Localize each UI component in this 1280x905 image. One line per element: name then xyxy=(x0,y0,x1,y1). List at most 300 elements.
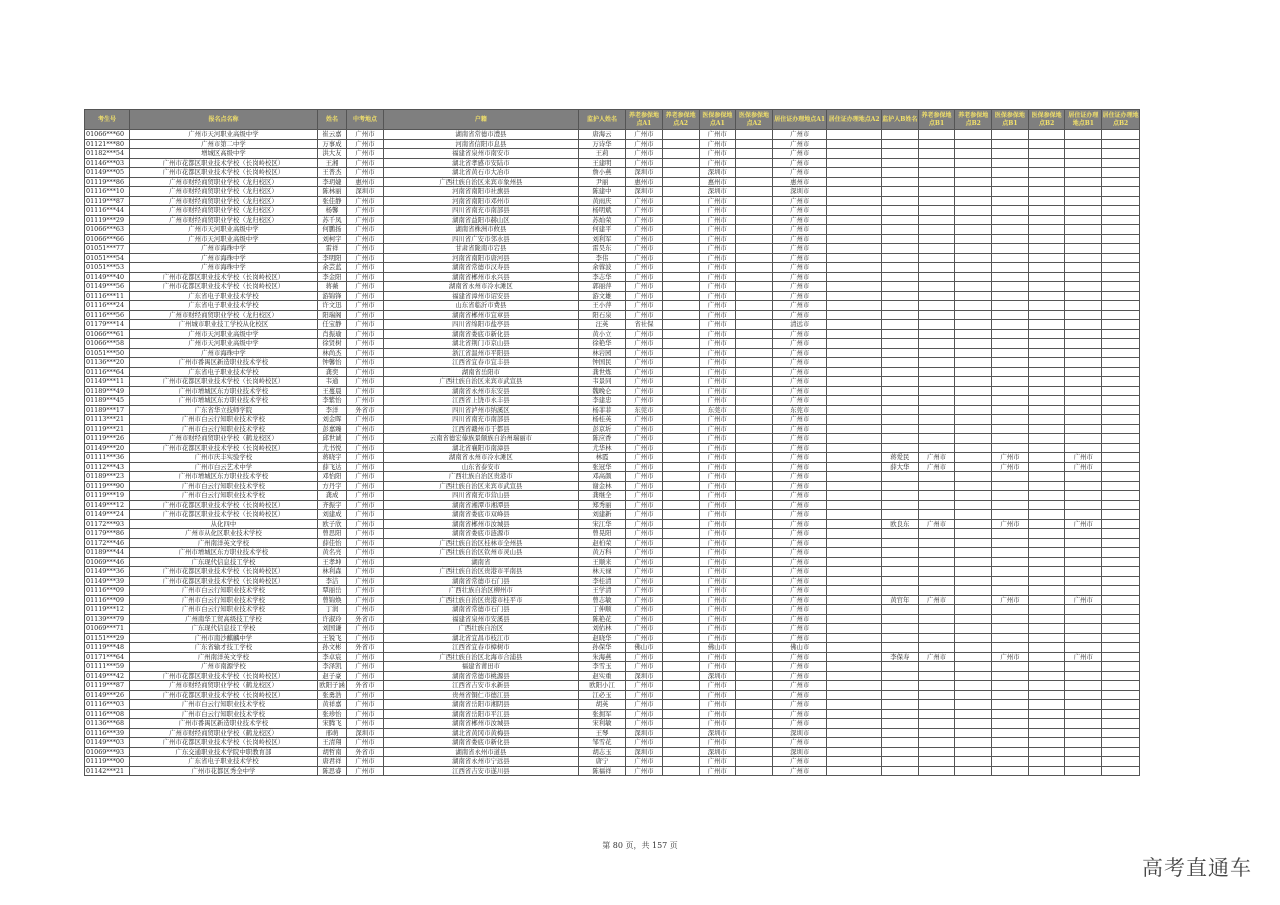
table-cell xyxy=(1065,263,1102,273)
table-cell xyxy=(955,253,992,263)
table-cell: 王建明 xyxy=(578,158,625,168)
table-cell: 广州市海珠中学 xyxy=(130,348,318,358)
table-cell xyxy=(918,738,955,748)
table-cell xyxy=(918,320,955,330)
table-cell xyxy=(1065,196,1102,206)
table-cell xyxy=(736,130,773,140)
table-cell: 尤书悦 xyxy=(317,443,346,453)
table-cell: 云南省德宏傣族景颇族自治州瑞丽市 xyxy=(383,434,578,444)
table-cell xyxy=(1065,206,1102,216)
table-cell: 广州市 xyxy=(626,605,663,615)
table-cell: 广州市 xyxy=(772,529,827,539)
table-cell xyxy=(881,643,918,653)
table-cell: 01119***87 xyxy=(85,681,130,691)
table-cell: 广州市 xyxy=(626,415,663,425)
table-cell: 广州市 xyxy=(772,206,827,216)
table-cell xyxy=(918,234,955,244)
table-cell xyxy=(955,766,992,776)
table-cell xyxy=(1028,700,1065,710)
table-cell xyxy=(955,700,992,710)
table-cell: 广州市 xyxy=(347,700,384,710)
table-cell: 01179***86 xyxy=(85,529,130,539)
table-cell xyxy=(881,662,918,672)
table-cell xyxy=(1065,586,1102,596)
table-row xyxy=(85,491,1140,501)
table-cell xyxy=(1028,614,1065,624)
table-row xyxy=(85,519,1140,529)
table-cell: 蒋爱民 xyxy=(881,453,918,463)
table-cell xyxy=(662,291,699,301)
table-cell: 广州市 xyxy=(699,282,736,292)
table-cell: 黄雨庆 xyxy=(578,196,625,206)
table-cell xyxy=(992,576,1029,586)
table-cell xyxy=(918,196,955,206)
table-cell: 01121***80 xyxy=(85,139,130,149)
table-cell xyxy=(662,766,699,776)
table-row xyxy=(85,177,1140,187)
table-cell xyxy=(662,538,699,548)
table-cell: 詹小燕 xyxy=(578,168,625,178)
table-cell: 广州市 xyxy=(1065,519,1102,529)
table-cell xyxy=(827,690,882,700)
table-cell xyxy=(1028,253,1065,263)
table-cell: 广州市 xyxy=(772,766,827,776)
table-cell: 江西省赣州市于都县 xyxy=(383,424,578,434)
table-cell xyxy=(662,614,699,624)
table-cell xyxy=(992,500,1029,510)
table-cell: 广州市 xyxy=(347,139,384,149)
table-cell: 齐振宇 xyxy=(317,500,346,510)
table-cell xyxy=(1102,424,1140,434)
table-cell: 林天禄 xyxy=(578,567,625,577)
table-cell xyxy=(918,225,955,235)
table-cell xyxy=(918,206,955,216)
table-cell: 广州市 xyxy=(772,453,827,463)
table-cell: 广州市 xyxy=(772,757,827,767)
table-cell: 广州市 xyxy=(699,529,736,539)
table-cell xyxy=(827,244,882,254)
table-cell xyxy=(1102,215,1140,225)
table-cell xyxy=(881,415,918,425)
table-cell xyxy=(955,719,992,729)
table-cell: 广西壮族自治区桂林市全州县 xyxy=(383,538,578,548)
table-cell xyxy=(918,396,955,406)
table-row xyxy=(85,624,1140,634)
table-cell xyxy=(1102,358,1140,368)
table-cell xyxy=(662,272,699,282)
table-cell: 刘佑林 xyxy=(578,624,625,634)
table-cell: 广州市 xyxy=(347,206,384,216)
table-cell xyxy=(881,158,918,168)
table-cell: 01051***54 xyxy=(85,253,130,263)
table-cell xyxy=(881,434,918,444)
table-cell: 陈林丽 xyxy=(317,187,346,197)
table-cell: 广州市 xyxy=(699,139,736,149)
table-cell xyxy=(1028,168,1065,178)
table-cell: 刘国谦 xyxy=(317,624,346,634)
table-cell: 广州市 xyxy=(626,424,663,434)
table-cell xyxy=(955,462,992,472)
table-cell xyxy=(955,548,992,558)
table-cell xyxy=(881,738,918,748)
table-cell xyxy=(955,244,992,254)
table-cell xyxy=(918,424,955,434)
table-cell xyxy=(1028,348,1065,358)
table-cell xyxy=(1028,301,1065,311)
table-cell: 薛飞达 xyxy=(317,462,346,472)
table-cell xyxy=(1102,348,1140,358)
column-header: 居住证办理地点B1 xyxy=(1065,110,1102,130)
table-cell xyxy=(918,386,955,396)
table-cell: 广州市 xyxy=(918,652,955,662)
table-cell: 深圳市 xyxy=(772,747,827,757)
table-cell: 广州市 xyxy=(699,462,736,472)
table-cell xyxy=(992,548,1029,558)
table-cell: 01136***20 xyxy=(85,358,130,368)
table-cell: 广州市 xyxy=(699,358,736,368)
table-cell xyxy=(881,386,918,396)
table-cell: 01149***36 xyxy=(85,567,130,577)
table-cell: 广州市花都区职业技术学校（长岗岭校区） xyxy=(130,158,318,168)
table-cell: 广州市增城区东方职业技术学校 xyxy=(130,386,318,396)
table-cell: 01116***08 xyxy=(85,709,130,719)
table-cell xyxy=(662,396,699,406)
table-cell xyxy=(918,757,955,767)
table-cell xyxy=(827,728,882,738)
table-cell: 广州市 xyxy=(347,671,384,681)
table-cell: 李明阳 xyxy=(317,253,346,263)
table-row xyxy=(85,301,1140,311)
table-cell: 广州市 xyxy=(699,272,736,282)
table-cell xyxy=(736,244,773,254)
table-cell: 广州市 xyxy=(347,386,384,396)
table-cell: 湖南省永州市东安县 xyxy=(383,386,578,396)
table-cell xyxy=(881,681,918,691)
table-cell: 广州市财经商贸职业学校（龙归校区） xyxy=(130,206,318,216)
table-cell: 清远市 xyxy=(772,320,827,330)
table-cell: 刘柯宇 xyxy=(317,234,346,244)
table-cell: 湖南省常德市桃源县 xyxy=(383,671,578,681)
table-cell xyxy=(881,139,918,149)
table-cell: 深圳市 xyxy=(772,187,827,197)
table-cell xyxy=(662,320,699,330)
table-cell: 广州市 xyxy=(772,567,827,577)
table-cell xyxy=(827,339,882,349)
table-row xyxy=(85,253,1140,263)
table-cell xyxy=(992,491,1029,501)
table-cell xyxy=(662,253,699,263)
table-cell: 广州市 xyxy=(699,662,736,672)
table-cell: 广西壮族自治区 xyxy=(383,624,578,634)
table-cell: 广州市 xyxy=(626,538,663,548)
column-header: 养老参保地点A1 xyxy=(626,110,663,130)
table-cell xyxy=(736,377,773,387)
table-cell xyxy=(881,766,918,776)
table-cell: 欧阳子涵 xyxy=(319,681,345,689)
table-row xyxy=(85,453,1140,463)
table-row xyxy=(85,529,1140,539)
table-cell xyxy=(1065,757,1102,767)
table-cell: 01051***53 xyxy=(85,263,130,273)
table-cell xyxy=(1028,415,1065,425)
table-cell: 四川省南充市南部县 xyxy=(383,415,578,425)
table-cell: 广州市 xyxy=(626,434,663,444)
table-cell xyxy=(1102,282,1140,292)
table-cell: 广州市 xyxy=(772,633,827,643)
table-cell: 湖南省株洲市攸县 xyxy=(383,225,578,235)
table-cell xyxy=(736,662,773,672)
table-cell: 广州市 xyxy=(626,500,663,510)
table-cell: 广州市 xyxy=(772,624,827,634)
table-cell xyxy=(662,719,699,729)
table-cell xyxy=(1102,766,1140,776)
table-cell xyxy=(955,377,992,387)
table-cell: 广州南洋英文学校 xyxy=(130,652,318,662)
table-cell: 广州市 xyxy=(699,196,736,206)
table-cell: 广州市 xyxy=(347,310,384,320)
table-cell xyxy=(1028,738,1065,748)
table-cell xyxy=(955,586,992,596)
table-cell: 01069***93 xyxy=(85,747,130,757)
table-cell xyxy=(1065,320,1102,330)
table-cell xyxy=(992,671,1029,681)
table-cell xyxy=(827,158,882,168)
table-cell: 广州市 xyxy=(347,225,384,235)
table-cell: 湖北省黄冈市黄梅县 xyxy=(383,728,578,738)
table-cell xyxy=(1065,187,1102,197)
table-cell xyxy=(662,738,699,748)
table-cell: 广州市 xyxy=(699,690,736,700)
table-cell: 广州市 xyxy=(626,529,663,539)
table-cell: 01051***50 xyxy=(85,348,130,358)
table-cell: 01066***63 xyxy=(85,225,130,235)
table-cell xyxy=(736,757,773,767)
table-cell: 广州市 xyxy=(626,567,663,577)
table-cell xyxy=(827,139,882,149)
table-cell xyxy=(992,244,1029,254)
table-cell: 邱世诚 xyxy=(317,434,346,444)
table-cell: 广州市 xyxy=(347,529,384,539)
table-cell: 01116***09 xyxy=(85,595,130,605)
table-cell: 江西省宜春市宜丰县 xyxy=(383,358,578,368)
column-header: 户籍 xyxy=(383,110,578,130)
table-cell xyxy=(736,158,773,168)
table-cell: 广州市 xyxy=(347,519,384,529)
table-cell xyxy=(918,415,955,425)
table-cell xyxy=(992,253,1029,263)
table-cell: 01139***79 xyxy=(85,614,130,624)
table-cell: 广州市 xyxy=(626,377,663,387)
table-cell xyxy=(1028,624,1065,634)
table-cell xyxy=(1065,747,1102,757)
table-cell xyxy=(1028,500,1065,510)
table-cell xyxy=(992,633,1029,643)
table-row xyxy=(85,738,1140,748)
table-row xyxy=(85,149,1140,159)
table-cell xyxy=(955,643,992,653)
table-cell: 广州市 xyxy=(626,253,663,263)
table-cell: 广州市 xyxy=(772,443,827,453)
table-cell xyxy=(918,405,955,415)
column-header: 居住证办理地点A2 xyxy=(827,110,882,130)
table-cell: 赵晓华 xyxy=(578,633,625,643)
column-header: 姓名 xyxy=(317,110,346,130)
table-cell: 广州市 xyxy=(699,472,736,482)
table-cell: 湖北省荆门市京山县 xyxy=(383,339,578,349)
table-cell xyxy=(1102,443,1140,453)
table-cell: 01149***39 xyxy=(85,576,130,586)
table-cell xyxy=(662,310,699,320)
table-cell xyxy=(736,415,773,425)
table-cell: 广州市 xyxy=(699,149,736,159)
table-cell xyxy=(992,538,1029,548)
table-cell xyxy=(1028,510,1065,520)
table-cell: 广州市 xyxy=(992,462,1029,472)
table-cell xyxy=(955,424,992,434)
table-cell: 广州市 xyxy=(626,719,663,729)
table-cell xyxy=(881,130,918,140)
page-number-footer: 第 80 页，共 157 页 xyxy=(602,841,678,850)
table-cell xyxy=(992,624,1029,634)
table-cell: 广州市 xyxy=(626,358,663,368)
table-cell: 尤华林 xyxy=(578,443,625,453)
table-cell xyxy=(1028,130,1065,140)
table-cell: 李泽凯 xyxy=(317,662,346,672)
table-cell: 广州市 xyxy=(699,367,736,377)
table-cell xyxy=(955,605,992,615)
table-cell xyxy=(827,225,882,235)
table-cell: 广州市 xyxy=(772,130,827,140)
table-cell xyxy=(1102,367,1140,377)
table-cell: 陈福祥 xyxy=(578,766,625,776)
table-cell: 广州市 xyxy=(626,396,663,406)
table-cell: 李保寿 xyxy=(881,652,918,662)
table-cell: 刘建新 xyxy=(578,510,625,520)
table-cell: 广州市 xyxy=(626,263,663,273)
table-cell xyxy=(1102,253,1140,263)
table-cell: 广州市 xyxy=(699,567,736,577)
table-cell xyxy=(662,377,699,387)
table-cell: 广州市 xyxy=(347,367,384,377)
table-row xyxy=(85,681,1140,691)
table-cell: 广州市 xyxy=(626,472,663,482)
table-cell xyxy=(736,320,773,330)
table-cell: 江西省上饶市永丰县 xyxy=(383,396,578,406)
table-cell: 广州市海珠中学 xyxy=(130,263,318,273)
table-cell xyxy=(1102,681,1140,691)
table-cell: 广州市 xyxy=(772,329,827,339)
table-cell xyxy=(992,662,1029,672)
table-cell: 广州市 xyxy=(699,253,736,263)
table-cell xyxy=(918,244,955,254)
table-cell: 湖南省岳阳市湘阴县 xyxy=(383,700,578,710)
table-cell: 覃丽岳 xyxy=(317,586,346,596)
table-cell xyxy=(918,291,955,301)
table-cell: 广州市白云行知职业技术学校 xyxy=(130,424,318,434)
table-cell: 邹雪花 xyxy=(578,738,625,748)
table-cell xyxy=(736,548,773,558)
table-cell xyxy=(1102,500,1140,510)
table-cell: 孙文彬 xyxy=(317,643,346,653)
table-row xyxy=(85,586,1140,596)
table-cell: 广州市 xyxy=(699,386,736,396)
table-cell: 胡志玉 xyxy=(578,747,625,757)
table-row xyxy=(85,339,1140,349)
table-cell xyxy=(1065,282,1102,292)
table-cell xyxy=(662,690,699,700)
table-cell: 01189***23 xyxy=(85,472,130,482)
column-header: 居住证办理地点B2 xyxy=(1102,110,1140,130)
table-cell xyxy=(1028,396,1065,406)
table-cell xyxy=(736,557,773,567)
table-row xyxy=(85,168,1140,178)
table-cell: 湖南省娄底市双峰县 xyxy=(383,510,578,520)
table-cell xyxy=(736,282,773,292)
table-cell: 广州市 xyxy=(699,595,736,605)
table-cell xyxy=(1065,272,1102,282)
table-cell xyxy=(827,415,882,425)
table-cell xyxy=(662,510,699,520)
table-cell: 广州市 xyxy=(347,766,384,776)
table-cell: 广州市 xyxy=(772,510,827,520)
table-cell: 广州市 xyxy=(626,614,663,624)
table-cell: 深圳市 xyxy=(347,728,384,738)
table-cell xyxy=(1028,481,1065,491)
table-cell xyxy=(1028,158,1065,168)
table-cell: 湖南省岳阳市 xyxy=(383,367,578,377)
table-cell xyxy=(955,234,992,244)
table-cell: 广州市花都区职业技术学校（长岗岭校区） xyxy=(130,567,318,577)
table-cell: 杨馨 xyxy=(317,206,346,216)
table-cell xyxy=(736,424,773,434)
table-cell xyxy=(1065,358,1102,368)
table-cell: 广州市 xyxy=(772,738,827,748)
table-cell xyxy=(1102,225,1140,235)
table-cell xyxy=(662,158,699,168)
table-cell xyxy=(1028,320,1065,330)
table-cell xyxy=(992,301,1029,311)
table-cell: 广东省电子职业技术学校 xyxy=(130,367,318,377)
table-cell xyxy=(1065,472,1102,482)
table-cell: 01149***20 xyxy=(85,443,130,453)
table-cell: 省社保 xyxy=(626,320,663,330)
table-cell: 湖南省常德市汉寿县 xyxy=(383,263,578,273)
table-cell xyxy=(662,481,699,491)
table-row xyxy=(85,215,1140,225)
table-cell: 广州市 xyxy=(347,234,384,244)
table-cell xyxy=(955,320,992,330)
table-cell xyxy=(736,434,773,444)
table-cell xyxy=(827,519,882,529)
table-cell xyxy=(1028,519,1065,529)
table-cell: 01149***24 xyxy=(85,510,130,520)
table-cell: 广州市 xyxy=(772,538,827,548)
table-cell: 阳石泉 xyxy=(578,310,625,320)
table-cell: 01189***49 xyxy=(85,386,130,396)
table-cell xyxy=(918,586,955,596)
table-row xyxy=(85,282,1140,292)
table-cell: 湖南省益阳市赫山区 xyxy=(383,215,578,225)
table-cell xyxy=(827,443,882,453)
table-cell: 广州市 xyxy=(626,709,663,719)
table-cell: 佛山市 xyxy=(772,643,827,653)
table-cell: 广州市财经商贸职业学校（龙归校区） xyxy=(130,177,318,187)
table-cell: 广州市 xyxy=(347,158,384,168)
table-cell xyxy=(1065,500,1102,510)
table-cell: 万事成 xyxy=(317,139,346,149)
table-cell: 刘建成 xyxy=(317,510,346,520)
table-cell xyxy=(1065,253,1102,263)
